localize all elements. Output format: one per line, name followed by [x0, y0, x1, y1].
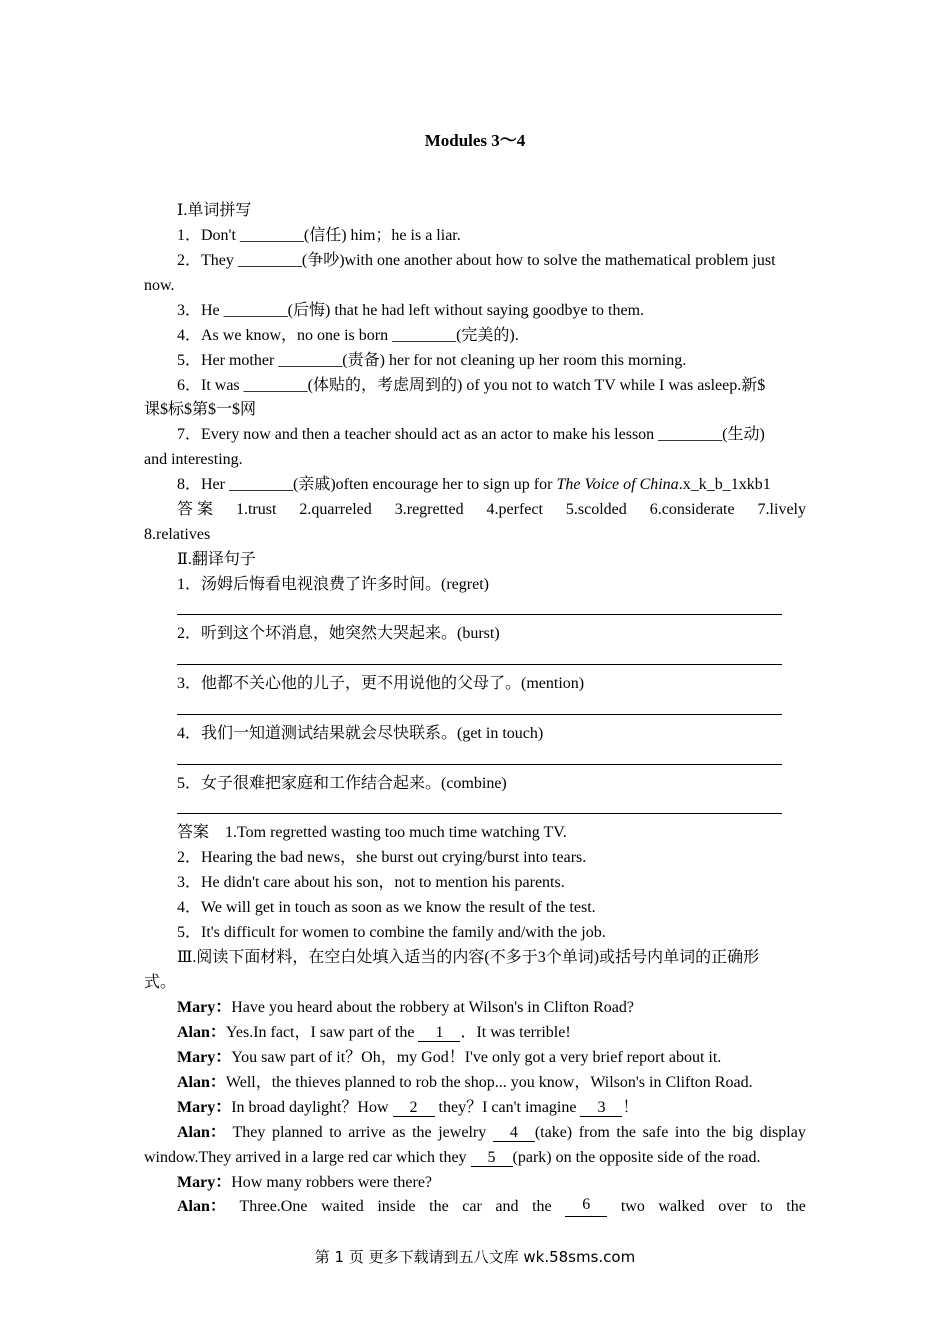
- section-3-heading: Ⅲ.阅读下面材料，在空白处填入适当的内容(不多于3个单词)或括号内单词的正确形: [177, 949, 760, 966]
- section-2-heading: Ⅱ.翻译句子: [177, 551, 256, 568]
- dialogue-text: window.They arrived in a large red car which they: [144, 1149, 471, 1166]
- answer-line: [177, 714, 782, 715]
- answer-line: [177, 764, 782, 765]
- dialogue-word: the: [412, 1124, 432, 1141]
- answer-line: [177, 664, 782, 665]
- s1-question-7: 7．Every now and then a teacher should act as an actor to make his lesson ________(生动): [177, 426, 765, 443]
- section-3-heading-cont: 式。: [144, 974, 177, 991]
- s1-question-4: 4．As we know，no one is born ________(完美的).: [177, 327, 519, 344]
- blank-5[interactable]: 5: [471, 1150, 513, 1167]
- answer-line: [177, 813, 782, 814]
- dialogue-word: display: [759, 1124, 806, 1141]
- s2-answer-3: 3．He didn't care about his son，not to mention his parents.: [177, 874, 565, 891]
- s2-question-3: 3．他都不关心他的儿子，更不用说他的父母了。(mention): [177, 675, 585, 692]
- blank-4[interactable]: 4: [493, 1125, 535, 1142]
- s1-question-5: 5．Her mother ________(责备) her for not cleaning up her room this morning.: [177, 352, 687, 369]
- dialogue-text: Have you heard about the robbery at Wilson's in Clifton Road?: [231, 999, 634, 1016]
- dialogue-word: Three.One: [239, 1198, 308, 1215]
- dialogue-line: [177, 998, 634, 1018]
- dialogue-text: In broad daylight？How: [231, 1099, 393, 1116]
- dialogue-word: arrive: [348, 1124, 386, 1141]
- s1-question-6: 6．It was ________(体贴的，考虑周到的) of you not to watch TV while I was asleep.新$: [177, 377, 766, 394]
- speaker-alan: Alan：: [177, 1074, 226, 1091]
- answer-line: [177, 614, 782, 615]
- s2-answer-2: 2．Hearing the bad news，she burst out crying/burst into tears.: [177, 849, 587, 866]
- s1-question-2: 2．They ________(争吵)with one another about how to solve the mathematical problem just: [177, 252, 776, 269]
- dialogue-word: the: [616, 1124, 636, 1141]
- s1-answer-item: 7.lively: [757, 501, 806, 518]
- s1-answer-cont: 8.relatives: [144, 526, 211, 543]
- dialogue-word: over: [718, 1198, 747, 1215]
- s1-answer-item: 6.considerate: [649, 501, 735, 518]
- s1-answer-item: 2.quarreled: [299, 501, 372, 518]
- speaker-alan: Alan：: [177, 1198, 226, 1215]
- dialogue-word: walked: [658, 1198, 705, 1215]
- section-1-heading: Ⅰ.单词拼写: [177, 202, 252, 219]
- dialogue-line: [177, 1073, 753, 1093]
- dialogue-word: the: [786, 1198, 806, 1215]
- s1-question-8-title: The Voice of China: [556, 476, 679, 493]
- s2-question-5: 5．女子很难把家庭和工作结合起来。(combine): [177, 775, 507, 792]
- dialogue-line: [177, 1023, 571, 1043]
- dialogue-word: as: [392, 1124, 406, 1141]
- dialogue-word: inside: [377, 1198, 416, 1215]
- page-title: Modules 3～4: [424, 131, 526, 150]
- s1-question-8-tail: .x_k_b_1xkb1: [678, 476, 771, 493]
- blank-1[interactable]: 1: [418, 1025, 460, 1042]
- s1-question-8-text: 8．Her ________(亲戚)often encourage her to sign up for: [177, 476, 557, 493]
- dialogue-word: to: [760, 1198, 773, 1215]
- s2-answer-4: 4．We will get in touch as soon as we know the result of the test.: [177, 899, 596, 916]
- s1-question-7-cont: and interesting.: [144, 451, 243, 468]
- dialogue-line: [177, 1123, 806, 1143]
- s1-answer-item: 1.trust: [235, 501, 277, 518]
- dialogue-word: from: [578, 1124, 610, 1141]
- dialogue-word: to: [329, 1124, 342, 1141]
- dialogue-word: car: [462, 1198, 482, 1215]
- dialogue-text: You saw part of it？Oh，my God！I've only got a very brief report about it.: [231, 1049, 722, 1066]
- s1-question-3: 3．He ________(后悔) that he had left without saying goodbye to them.: [177, 302, 645, 319]
- dialogue-word: jewelry: [438, 1124, 487, 1141]
- dialogue-word: the: [532, 1198, 552, 1215]
- s1-answer-item: 4.perfect: [486, 501, 543, 518]
- dialogue-line: [177, 1048, 721, 1068]
- s2-question-1: 1．汤姆后悔看电视浪费了许多时间。(regret): [177, 576, 489, 593]
- page-footer: 第 1 页 更多下载请到五八文库 wk.58sms.com: [314, 1248, 636, 1266]
- dialogue-word: into: [674, 1124, 700, 1141]
- dialogue-text: (park) on the opposite side of the road.: [512, 1149, 761, 1166]
- dialogue-word: safe: [642, 1124, 669, 1141]
- s1-answer-label: 答 案: [177, 501, 214, 518]
- blank-2[interactable]: 2: [393, 1100, 435, 1117]
- dialogue-line: [177, 1173, 432, 1193]
- dialogue-word: planned: [271, 1124, 323, 1141]
- dialogue-text: ！: [622, 1099, 639, 1116]
- s1-question-8: [177, 475, 771, 495]
- s1-question-6-cont: 课$标$第$一$网: [144, 401, 257, 418]
- s1-question-1: 1．Don't ________(信任) him；he is a liar.: [177, 227, 461, 244]
- blank-6[interactable]: 6: [565, 1197, 607, 1217]
- dialogue-word: and: [495, 1198, 519, 1215]
- dialogue-word: They: [232, 1124, 266, 1141]
- dialogue-word: big: [732, 1124, 753, 1141]
- dialogue-word: the: [429, 1198, 449, 1215]
- dialogue-text: ．It was terrible!: [460, 1024, 571, 1041]
- dialogue-text: they？I can't imagine: [434, 1099, 581, 1116]
- dialogue-line: [144, 1148, 760, 1168]
- s1-answer-item: 5.scolded: [565, 501, 627, 518]
- speaker-mary: Mary：: [177, 1099, 232, 1116]
- dialogue-word: two: [620, 1198, 645, 1215]
- s1-question-2-cont: now.: [144, 277, 175, 294]
- s2-question-2: 2．听到这个坏消息，她突然大哭起来。(burst): [177, 625, 500, 642]
- dialogue-line: [177, 1197, 806, 1217]
- dialogue-text: Well，the thieves planned to rob the shop... you know，Wilson's in Clifton Road.: [225, 1074, 753, 1091]
- speaker-alan: Alan：: [177, 1024, 226, 1041]
- speaker-mary: Mary：: [177, 1049, 232, 1066]
- dialogue-text: How many robbers were there?: [231, 1174, 433, 1191]
- dialogue-word: the: [706, 1124, 726, 1141]
- speaker-mary: Mary：: [177, 1174, 232, 1191]
- speaker-alan: Alan：: [177, 1124, 226, 1141]
- blank-3[interactable]: 3: [580, 1100, 622, 1117]
- dialogue-line: [177, 1098, 639, 1118]
- s2-question-4: 4．我们一知道测试结果就会尽快联系。(get in touch): [177, 725, 544, 742]
- s1-answer-row: [177, 500, 806, 520]
- dialogue-word: waited: [321, 1198, 364, 1215]
- dialogue-text: Yes.In fact，I saw part of the: [225, 1024, 419, 1041]
- s2-answer-1: 答案 1.Tom regretted wasting too much time watching TV.: [177, 824, 567, 841]
- s1-answer-item: 3.regretted: [394, 501, 464, 518]
- s2-answer-5: 5．It's difficult for women to combine the family and/with the job.: [177, 924, 606, 941]
- dialogue-word: (take): [534, 1124, 573, 1141]
- speaker-mary: Mary：: [177, 999, 232, 1016]
